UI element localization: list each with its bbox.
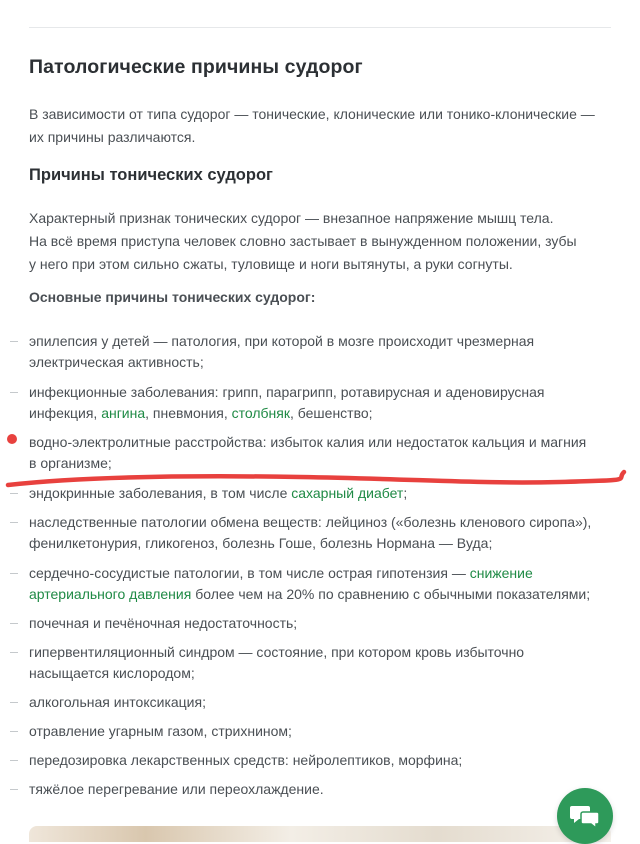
tonic-line: На всё время приступа человек словно застывает в вынужденном положении, зубы [29, 233, 577, 249]
link-low-pressure[interactable]: артериального давления [29, 586, 192, 602]
list-dash [10, 731, 18, 732]
annotation-stroke-path [8, 472, 624, 485]
link-diabetes[interactable]: сахарный диабет [291, 485, 404, 501]
link-angina[interactable]: ангина [101, 405, 146, 421]
list-item-text [29, 642, 524, 684]
section-heading: Причины тонических судорог [29, 166, 273, 184]
list-item-line: почечная и печёночная недостаточность; [29, 615, 298, 631]
top-divider [29, 27, 611, 28]
list-dash [10, 652, 18, 653]
chat-button[interactable] [557, 788, 613, 844]
list-item-text [29, 382, 545, 424]
text-fragment: инфекция, [29, 405, 102, 421]
list-item-text [29, 331, 534, 373]
list-item-text [29, 692, 206, 713]
list-item-line: фенилкетонурия, гликогеноз, болезнь Гоше, болезнь Нормана — Вуда; [29, 535, 493, 551]
list-item-line: передозировка лекарственных средств: нейролептиков, морфина; [29, 752, 463, 768]
list-dash [10, 341, 18, 342]
list-item-line: алкогольная интоксикация; [29, 694, 206, 710]
article-image [29, 826, 611, 842]
list-item-text [29, 779, 324, 800]
list-item-text [29, 721, 292, 742]
annotation-dot [7, 434, 17, 444]
link-tetanus[interactable]: столбняк [231, 405, 290, 421]
chat-bubbles-icon [569, 802, 601, 830]
list-item-text [29, 563, 590, 605]
list-dash [10, 760, 18, 761]
list-item-text [29, 750, 462, 771]
list-dash [10, 522, 18, 523]
text-fragment: , пневмония, [145, 405, 232, 421]
annotation-underline-stroke [0, 460, 640, 500]
intro-paragraph [29, 103, 595, 149]
list-item-line: электрическая активность; [29, 354, 204, 370]
list-item-line: насыщается кислородом; [29, 665, 195, 681]
list-dash [10, 392, 18, 393]
tonic-line: Характерный признак тонических судорог — внезапное напряжение мышц тела. [29, 210, 554, 226]
tonic-paragraph [29, 207, 577, 276]
list-item-line [29, 584, 590, 605]
list-dash [10, 702, 18, 703]
list-item-line: в организме; [29, 455, 112, 471]
intro-line: их причины различаются. [29, 129, 196, 145]
list-item-text [29, 613, 297, 634]
list-dash [10, 573, 18, 574]
tonic-line: у него при этом сильно сжаты, туловище и ноги вытянуты, а руки согнуты. [29, 256, 513, 272]
causes-label: Основные причины тонических судорог: [29, 289, 316, 305]
text-fragment: сердечно-сосудистые патологии, в том числе острая гипотензия — [29, 565, 470, 581]
list-dash [10, 623, 18, 624]
text-fragment: ; [403, 485, 408, 501]
list-item-line: эпилепсия у детей — патология, при которой в мозге происходит чрезмерная [29, 333, 535, 349]
link-low-pressure[interactable]: снижение [469, 565, 533, 581]
list-item-line: отравление угарным газом, стрихнином; [29, 723, 292, 739]
list-item-text [29, 512, 591, 554]
text-fragment: эндокринные заболевания, в том числе [29, 485, 292, 501]
list-item-line: тяжёлое перегревание или переохлаждение. [29, 781, 324, 797]
page-title: Патологические причины судорог [29, 56, 363, 78]
list-item-line: инфекционные заболевания: грипп, парагрипп, ротавирусная и аденовирусная [29, 384, 545, 400]
list-item-line [29, 403, 545, 424]
text-fragment: , бешенство; [290, 405, 373, 421]
list-item-line: наследственные патологии обмена веществ: лейциноз («болезнь кленового сиропа»), [29, 514, 592, 530]
intro-line: В зависимости от типа судорог — тонические, клонические или тонико-клонические — [29, 106, 595, 122]
list-item-line [29, 563, 590, 584]
list-dash [10, 789, 18, 790]
list-item-line: водно-электролитные расстройства: избыток калия или недостаток кальция и магния [29, 434, 587, 450]
text-fragment: более чем на 20% по сравнению с обычными показателями; [191, 586, 591, 602]
list-item-line: гипервентиляционный синдром — состояние, при котором кровь избыточно [29, 644, 525, 660]
